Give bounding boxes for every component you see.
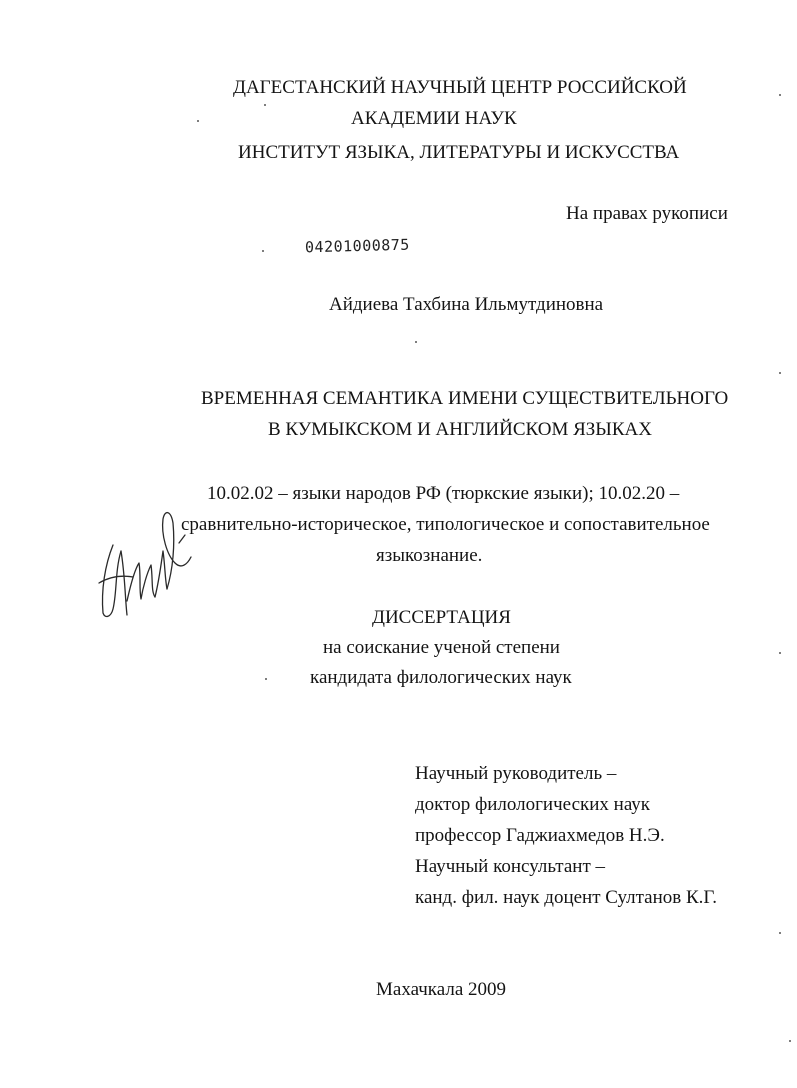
degree-purpose-line-1: на соискание ученой степени (323, 637, 560, 658)
scan-speck (779, 652, 781, 654)
supervisor-heading: Научный руководитель – (415, 763, 617, 784)
scan-speck (415, 341, 417, 343)
registration-stamp-number: 04201000875 (304, 235, 411, 257)
institution-name-line-2: АКАДЕМИИ НАУК (351, 108, 517, 129)
consultant-name: канд. фил. наук доцент Султанов К.Г. (415, 887, 717, 908)
handwritten-signature (95, 505, 195, 625)
supervisor-name: профессор Гаджиахмедов Н.Э. (415, 825, 665, 846)
specialty-codes-line-1: 10.02.02 – языки народов РФ (тюркские языки); 10.02.20 – (207, 483, 680, 504)
thesis-title-line-2: В КУМЫКСКОМ И АНГЛИЙСКОМ ЯЗЫКАХ (268, 419, 652, 440)
consultant-heading: Научный консультант – (415, 856, 605, 877)
supervisor-degree: доктор филологических наук (415, 794, 651, 815)
scan-speck (789, 1040, 791, 1042)
scan-speck (264, 104, 266, 106)
scan-speck (779, 932, 781, 934)
city-year: Махачкала 2009 (376, 979, 507, 1000)
specialty-codes-line-3: языкознание. (376, 545, 483, 566)
degree-purpose-line-2: кандидата филологических наук (310, 667, 572, 688)
institution-name-line-1: ДАГЕСТАНСКИЙ НАУЧНЫЙ ЦЕНТР РОССИЙСКОЙ (233, 77, 687, 98)
author-name: Айдиева Тахбина Ильмутдиновна (329, 294, 604, 315)
scan-speck (779, 372, 781, 374)
scan-speck (197, 120, 199, 122)
scan-speck (779, 94, 781, 96)
scan-speck (262, 250, 264, 252)
rights-note: На правах рукописи (566, 203, 728, 224)
thesis-title-line-1: ВРЕМЕННАЯ СЕМАНТИКА ИМЕНИ СУЩЕСТВИТЕЛЬНОГО (201, 388, 729, 409)
specialty-codes-line-2: сравнительно-историческое, типологическое и сопоставительное (181, 514, 710, 535)
dissertation-label: ДИССЕРТАЦИЯ (372, 607, 511, 628)
scan-speck (265, 678, 267, 680)
institute-name: ИНСТИТУТ ЯЗЫКА, ЛИТЕРАТУРЫ И ИСКУССТВА (238, 142, 680, 163)
